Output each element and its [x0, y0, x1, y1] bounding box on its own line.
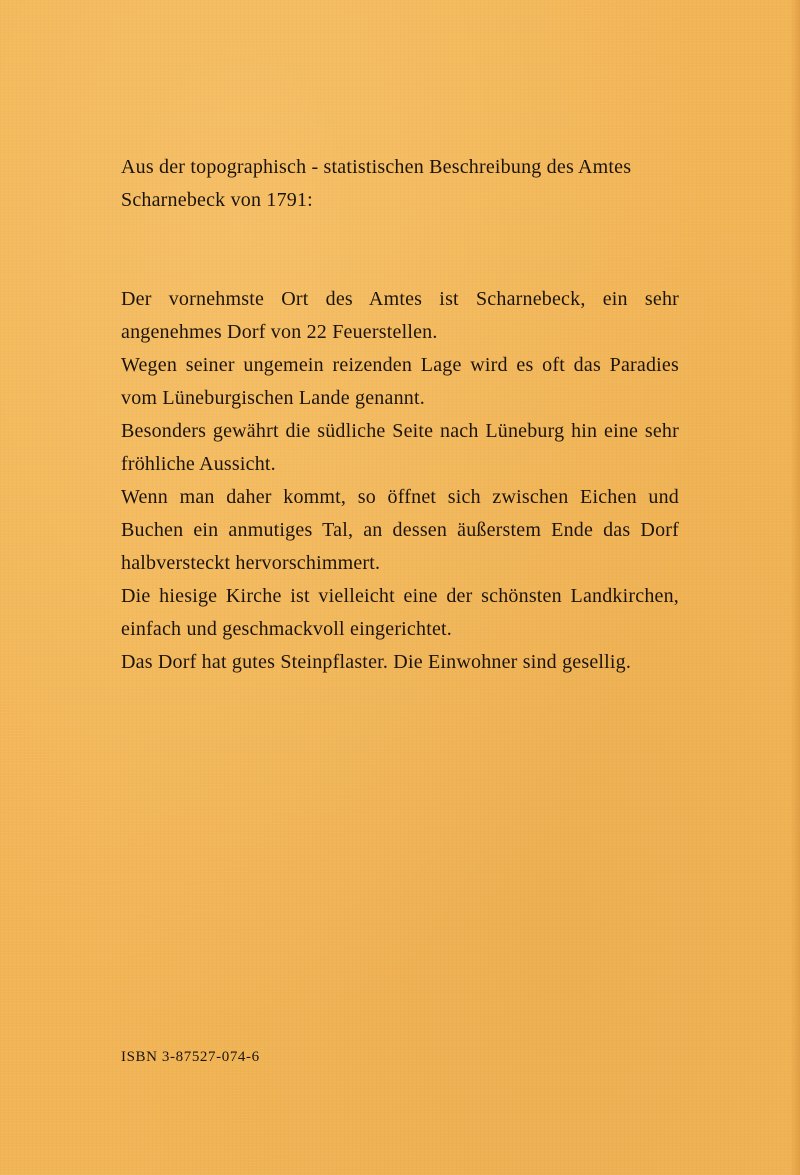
paragraph-1: Der vornehmste Ort des Amtes ist Scharnebeck, ein sehr angenehmes Dorf von 22 Feuerstellen. [121, 288, 679, 343]
cover-edge-shadow [790, 0, 800, 1175]
isbn-number: ISBN 3-87527-074-6 [121, 1049, 260, 1065]
paragraph-3: Besonders gewährt die südliche Seite nach Lüneburg hin eine sehr fröhliche Aussicht. [121, 420, 679, 475]
paragraph-6: Das Dorf hat gutes Steinpflaster. Die Einwohner sind gesellig. [121, 651, 632, 673]
intro-text: Aus der topographisch - statistischen Beschreibung des Amtes Scharnebeck von 1791: [121, 156, 632, 211]
paragraph-4: Wenn man daher kommt, so öffnet sich zwischen Eichen und Buchen ein anmutiges Tal, an dessen äußerstem Ende das Dorf halbversteckt hervorschimmert. [121, 486, 679, 574]
paragraph-2: Wegen seiner ungemein reizenden Lage wird es oft das Paradies vom Lüneburgischen Lande genannt. [121, 354, 679, 409]
quote-body [121, 283, 679, 679]
paragraph-5: Die hiesige Kirche ist vielleicht eine der schönsten Landkirchen, einfach und geschmackvoll eingerichtet. [121, 585, 679, 640]
